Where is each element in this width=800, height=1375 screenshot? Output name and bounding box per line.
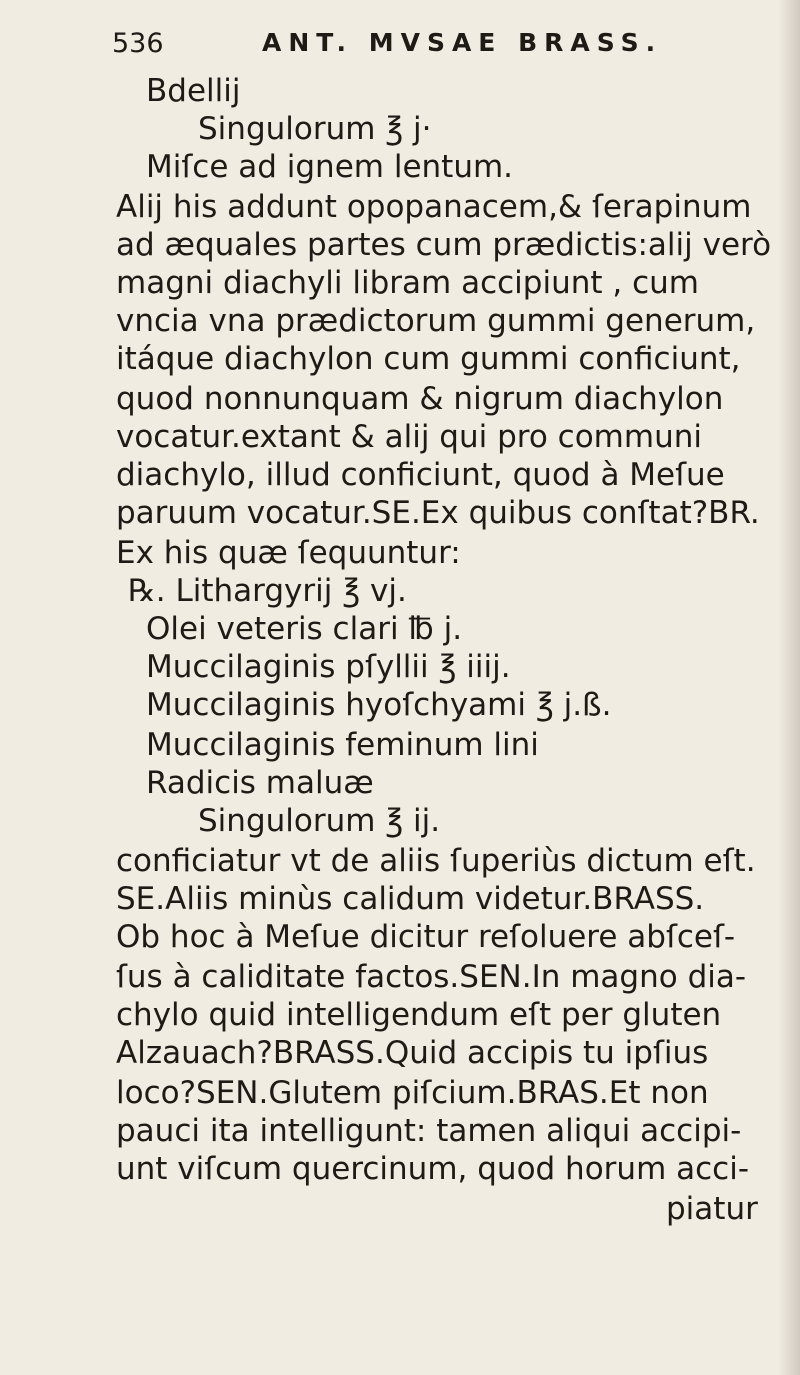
text-line: Singulorum ℥ j· bbox=[198, 111, 432, 147]
text-line: vocatur.extant & alij qui pro communi bbox=[116, 419, 702, 455]
catchword: piatur bbox=[666, 1191, 758, 1227]
page-edge-shadow bbox=[778, 0, 800, 1375]
page-header bbox=[112, 28, 712, 68]
text-line: ad æquales partes cum prædictis:alij verò bbox=[116, 227, 772, 263]
text-line: Singulorum ℥ ij. bbox=[198, 803, 441, 839]
text-line: diachylo, illud conficiunt, quod à Meſue bbox=[116, 457, 725, 493]
text-line: itáque diachylon cum gummi conficiunt, bbox=[116, 341, 741, 377]
text-line: vncia vna prædictorum gummi generum, bbox=[116, 303, 756, 339]
text-line: Radicis maluæ bbox=[146, 765, 374, 801]
text-line: Alij his addunt opopanacem,& ſerapinum bbox=[116, 189, 752, 225]
text-line: conficiatur vt de aliis ſuperiùs dictum eſt. bbox=[116, 843, 756, 879]
text-line: chylo quid intelligendum eſt per gluten bbox=[116, 997, 722, 1033]
text-line: ſus à caliditate factos.SEN.In magno dia- bbox=[116, 959, 747, 995]
text-line: Miſce ad ignem lentum. bbox=[146, 149, 514, 185]
text-line: SE.Aliis minùs calidum videtur.BRASS. bbox=[116, 881, 705, 917]
text-line: Bdellij bbox=[146, 73, 241, 109]
text-line: Muccilaginis feminum lini bbox=[146, 727, 539, 763]
text-line: pauci ita intelligunt: tamen aliqui accipi- bbox=[116, 1113, 742, 1149]
text-line: magni diachyli libram accipiunt , cum bbox=[116, 265, 699, 301]
text-line: ℞. Lithargyrij ℥ vj. bbox=[128, 573, 407, 609]
text-line: Muccilaginis pſyllii ℥ iiij. bbox=[146, 649, 511, 685]
text-line: unt viſcum quercinum, quod horum acci- bbox=[116, 1151, 750, 1187]
page-number: 536 bbox=[112, 28, 164, 59]
text-line: Alzauach?BRASS.Quid accipis tu ipſius bbox=[116, 1035, 709, 1071]
text-line: Ob hoc à Meſue dicitur reſoluere abſceſ- bbox=[116, 919, 736, 955]
running-head: ANT. MVSAE BRASS. bbox=[262, 28, 663, 57]
text-line: Muccilaginis hyoſchyami ℥ j.ß. bbox=[146, 687, 612, 723]
text-line: loco?SEN.Glutem piſcium.BRAS.Et non bbox=[116, 1075, 709, 1111]
text-line: paruum vocatur.SE.Ex quibus conſtat?BR. bbox=[116, 495, 760, 531]
text-line: Ex his quæ ſequuntur: bbox=[116, 535, 461, 571]
text-line: Olei veteris clari ℔ j. bbox=[146, 611, 463, 647]
text-line: quod nonnunquam & nigrum diachylon bbox=[116, 381, 724, 417]
